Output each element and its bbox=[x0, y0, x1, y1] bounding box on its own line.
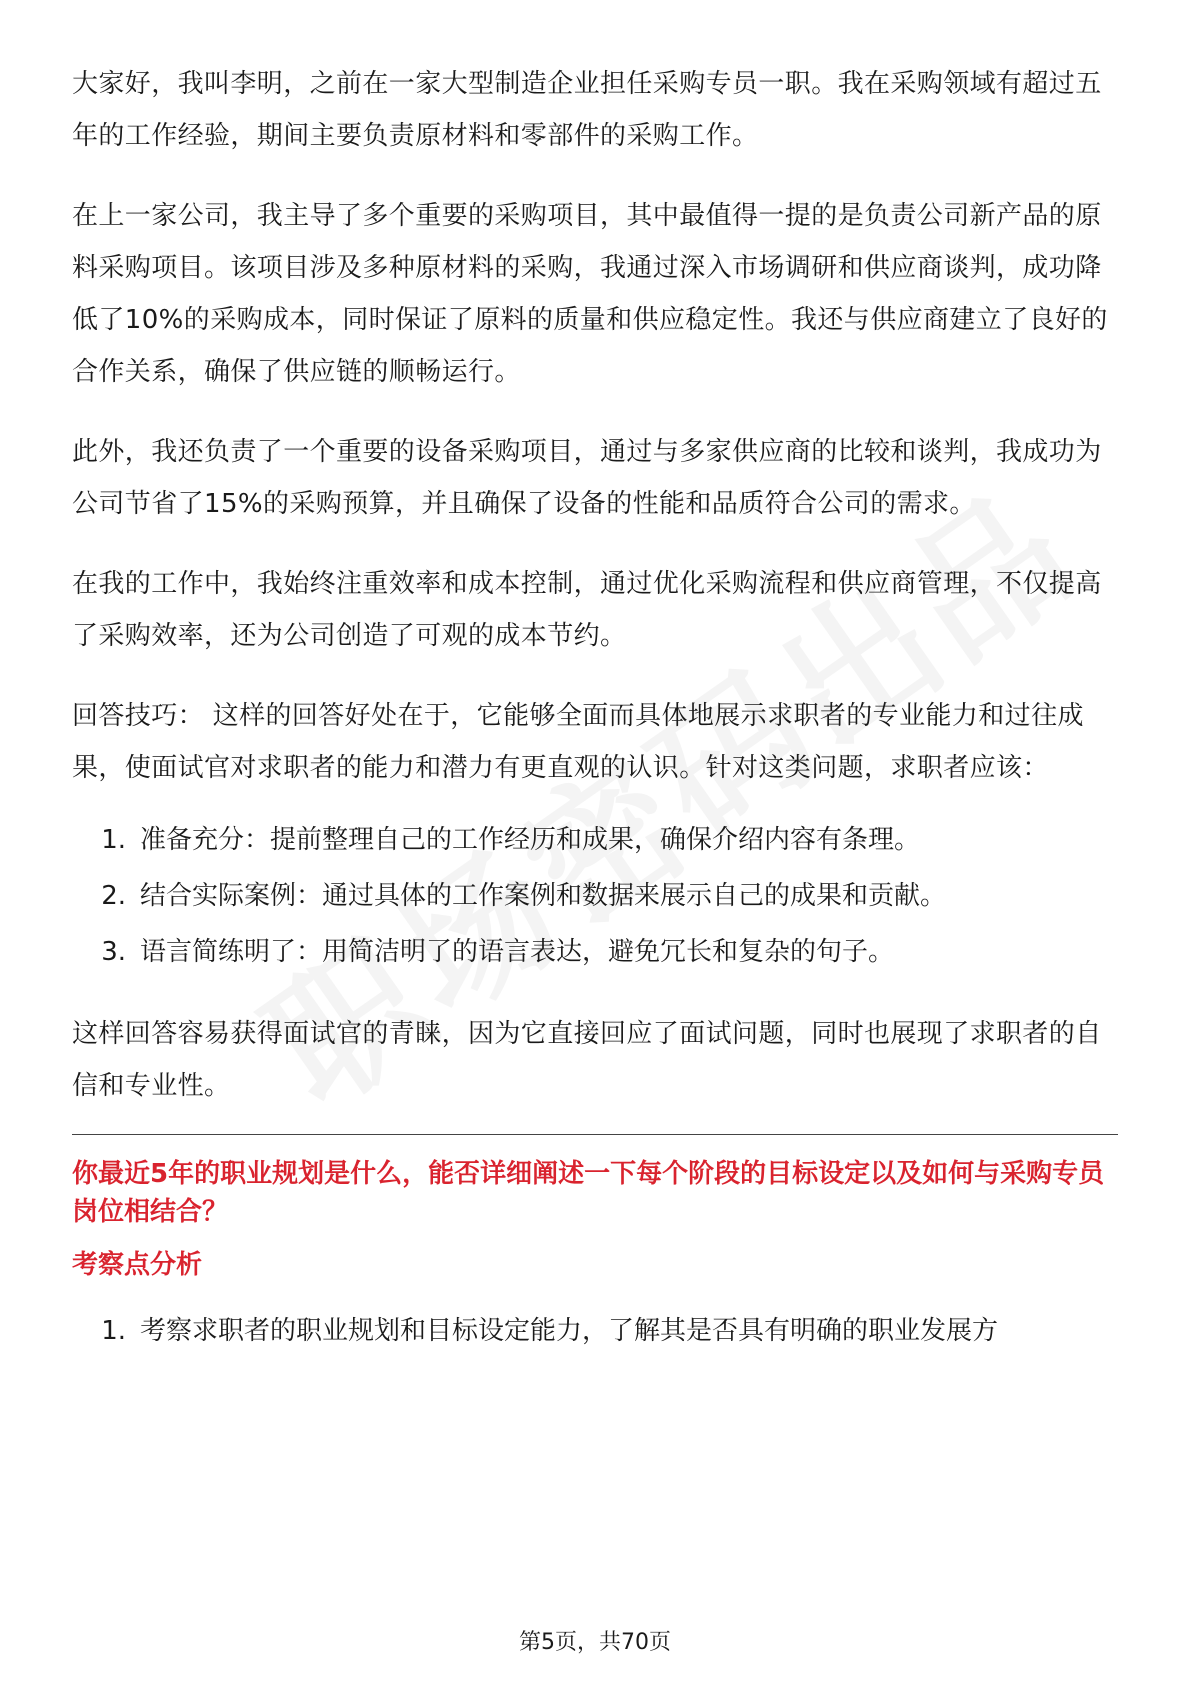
list-item bbox=[72, 814, 1118, 866]
paragraph-equipment: 此外，我还负责了一个重要的设备采购项目，通过与多家供应商的比较和谈判，我成功为公司节省了15%的采购预算，并且确保了设备的性能和品质符合公司的需求。 bbox=[72, 437, 1102, 519]
analysis-list bbox=[72, 1305, 1118, 1357]
list-item bbox=[72, 870, 1118, 922]
list-number: 3. bbox=[101, 937, 126, 967]
list-text: 语言简练明了：用简洁明了的语言表达，避免冗长和复杂的句子。 bbox=[140, 937, 895, 967]
list-text: 准备充分：提前整理自己的工作经历和成果，确保介绍内容有条理。 bbox=[140, 825, 921, 855]
analysis-heading: 考察点分析 bbox=[72, 1250, 203, 1280]
paragraph-tips-intro: 回答技巧： 这样的回答好处在于，它能够全面而具体地展示求职者的专业能力和过往成果，使面试官对求职者的能力和潜力有更直观的认识。针对这类问题，求职者应该： bbox=[72, 701, 1084, 783]
list-text: 结合实际案例：通过具体的工作案例和数据来展示自己的成果和贡献。 bbox=[140, 881, 947, 911]
list-item bbox=[72, 926, 1118, 978]
paragraph-closing: 这样回答容易获得面试官的青睐，因为它直接回应了面试问题，同时也展现了求职者的自信和专业性。 bbox=[72, 1019, 1102, 1101]
page-footer: 第5页，共70页 bbox=[519, 1630, 671, 1655]
paragraph-efficiency: 在我的工作中，我始终注重效率和成本控制，通过优化采购流程和供应商管理，不仅提高了采购效率，还为公司创造了可观的成本节约。 bbox=[72, 569, 1102, 651]
list-text: 考察求职者的职业规划和目标设定能力，了解其是否具有明确的职业发展方 bbox=[140, 1316, 999, 1346]
list-number: 1. bbox=[101, 1316, 126, 1346]
list-number: 2. bbox=[101, 881, 126, 911]
paragraph-intro: 大家好，我叫李明，之前在一家大型制造企业担任采购专员一职。我在采购领域有超过五年的工作经验，期间主要负责原材料和零部件的采购工作。 bbox=[72, 69, 1102, 151]
question-heading: 你最近5年的职业规划是什么，能否详细阐述一下每个阶段的目标设定以及如何与采购专员岗位相结合？ bbox=[72, 1159, 1105, 1227]
paragraph-project: 在上一家公司，我主导了多个重要的采购项目，其中最值得一提的是负责公司新产品的原料采购项目。该项目涉及多种原材料的采购，我通过深入市场调研和供应商谈判，成功降低了10%的采购成本，同时保证了原料的质量和供应稳定性。我还与供应商建立了良好的合作关系，确保了供应链的顺畅运行。 bbox=[72, 201, 1108, 387]
list-item bbox=[72, 1305, 1118, 1357]
page-content bbox=[72, 58, 1118, 1387]
list-number: 1. bbox=[101, 825, 126, 855]
section-divider bbox=[72, 1134, 1118, 1135]
tips-list bbox=[72, 814, 1118, 978]
